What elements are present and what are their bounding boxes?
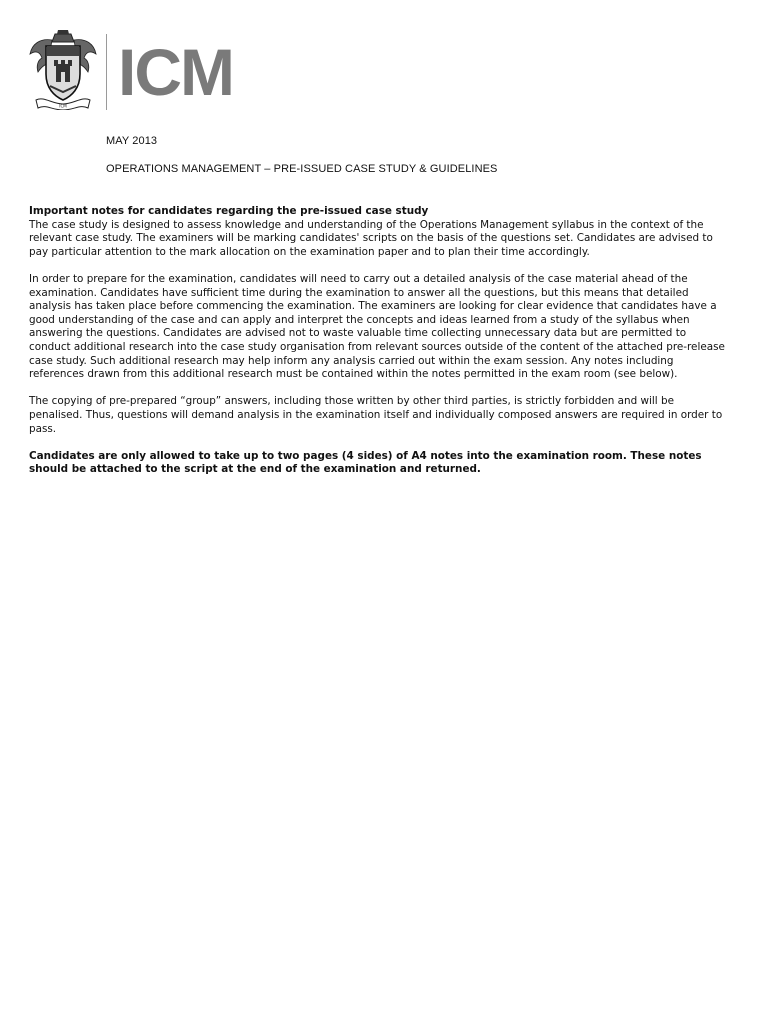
- logo-wordmark: ICM: [118, 35, 233, 109]
- document-title: OPERATIONS MANAGEMENT – PRE-ISSUED CASE STUDY & GUIDELINES: [106, 163, 498, 175]
- coat-of-arms-icon: [28, 30, 98, 110]
- section-heading: Important notes for candidates regarding the pre-issued case study: [29, 205, 429, 217]
- paragraph-preparation: In order to prepare for the examination, candidates will need to carry out a detailed analysis of the case material ahead of the examination. Candidates have sufficient time during the examination to answer all the questions, but this means that detailed analysis has taken place before commencing the examination. The examiners are looking for clear evidence that candidates have a good understanding of the case and can apply and interpret the concepts and ideas learned from a study of the syllabus when answering the questions. Candidates are advised not to waste valuable time collecting unnecessary data but are permitted to conduct additional research into the case study organisation from relevant sources outside of the content of the attached pre-release case study. Such additional research may help inform any analysis carried out within the exam session. Any notes including references drawn from this additional research must be contained within the notes permitted in the exam room (see below).: [29, 272, 725, 381]
- header-divider: [106, 34, 107, 110]
- exam-date: MAY 2013: [106, 135, 158, 147]
- document-body: [29, 205, 729, 490]
- paragraph-purpose: The case study is designed to assess knowledge and understanding of the Operations Management syllabus in the context of the relevant case study. The examiners will be marking candidates' scripts on the basis of the questions set. Candidates are advised to pay particular attention to the mark allocation on the examination paper and to plan their time accordingly.: [29, 218, 713, 258]
- document-header: [28, 30, 268, 112]
- paragraph-notes-allowance: Candidates are only allowed to take up to two pages (4 sides) of A4 notes into the examination room. These notes should be attached to the script at the end of the examination and returned.: [29, 449, 702, 476]
- svg-text:ICM: ICM: [59, 103, 67, 109]
- paragraph-copying: The copying of pre-prepared “group” answers, including those written by other third parties, is strictly forbidden and will be penalised. Thus, questions will demand analysis in the examination itself and individually composed answers are required in order to pass.: [29, 395, 723, 435]
